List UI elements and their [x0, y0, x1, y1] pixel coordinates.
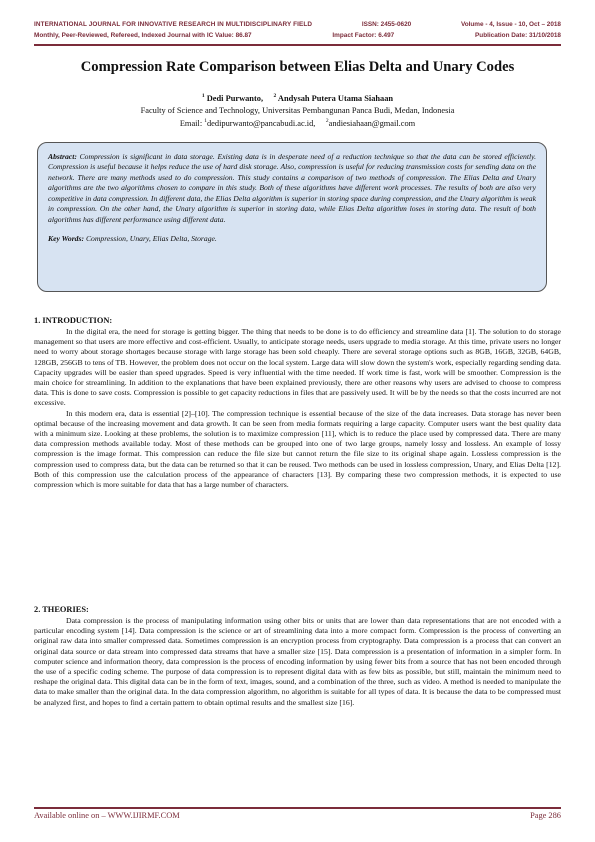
- footer-page-number: Page 286: [530, 811, 561, 820]
- affiliation: Faculty of Science and Technology, Universitas Pembangunan Panca Budi, Medan, Indonesia: [140, 106, 455, 115]
- abstract-label: Abstract:: [48, 152, 77, 161]
- keywords-text: Compression, Unary, Elias Delta, Storage.: [85, 234, 217, 244]
- header-divider: [34, 44, 561, 46]
- email2-mark: 2: [325, 118, 329, 124]
- theories-body: [34, 616, 561, 708]
- introduction-body: [34, 327, 561, 490]
- email2[interactable]: andiesiahaan@gmail.com: [328, 118, 416, 128]
- author-line: [34, 93, 561, 103]
- journal-header-row1: [34, 21, 561, 28]
- section-heading-introduction: 1. INTRODUCTION:: [34, 316, 113, 325]
- footer-divider: [34, 807, 561, 809]
- paper-title: Compression Rate Comparison between Elias Delta and Unary Codes: [80, 59, 515, 75]
- keywords-label: Key Words:: [48, 234, 85, 244]
- review-info: Monthly, Peer-Reviewed, Refereed, Indexed Journal with IC Value: 86.87: [34, 32, 252, 39]
- journal-volume: Volume - 4, Issue - 10, Oct – 2018: [460, 21, 561, 28]
- abstract-paragraph: [48, 152, 536, 225]
- author2-mark: 2: [273, 93, 277, 99]
- author1-name: Dedi Purwanto,: [206, 93, 264, 103]
- section-heading-theories: 2. THEORIES:: [34, 605, 89, 614]
- abstract-box: [37, 142, 547, 292]
- journal-issn: ISSN: 2455-0620: [361, 21, 412, 28]
- email1-mark: 1: [204, 118, 207, 124]
- theories-paragraph-1: Data compression is the process of manipulating information using other bits or units that are lower than data representations that are not encoded with a particular encoding system [14]. Data compression is the science or art of streamlining data into a more compact form. Compression is the process of converting an original raw data into smaller compressed data. Sometimes compression is an encryption process from cryptography. Data compression is a process that can convert an original data source or data stream into compressed data streams that have a smaller size [15]. Data compression is a presentation of information in a simpler form. In computer science and information theory, data compression is the process of encoding information by using fewer bits from a source that has not been encoded through the use of a specific coding scheme. The purpose of data compression is to represent digital data with as few bits as possible, but still, maintain the minimum need to reshape the original data. This digital data can be in the form of text, images, sound, and a combination of the three, such as video. A method is needed to manipulate the data to make smaller than the original data. In the data compression algorithm, no algorithm is suitable for all types of data. It is because the data to be compressed must be analyzed first, and hopes to find a certain pattern to obtain optimal results and the smallest size [16].: [34, 616, 561, 707]
- email-line: [34, 118, 561, 128]
- journal-header-row2: [34, 32, 561, 39]
- email1[interactable]: dedipurwanto@pancabudi.ac.id,: [206, 118, 316, 128]
- email-label: Email:: [179, 118, 203, 128]
- author2-name: Andysah Putera Utama Siahaan: [277, 93, 394, 103]
- footer-website[interactable]: Available online on – WWW.IJIRMF.COM: [34, 811, 180, 820]
- publication-date: Publication Date: 31/10/2018: [475, 32, 561, 39]
- author1-mark: 1: [201, 93, 205, 99]
- introduction-paragraph-2: In this modern era, data is essential [2]–[10]. The compression technique is essential because of the size of the data increases. Data storage has never been optimal because of the increasing movement and data growth. It can be seen from media formats requiring a large capacity. Computer users want the best quality data with a minimum size. Looking at these problems, the solution is to maximize compression [11], which is to reduce the place used by compressed data. There are many data compression methods available today. Most of these methods can be grouped into one of two large groups, namely lossy and lossless. An example of lossy compression is the image format. This compression can reduce the file size but cannot return the file size to its original shape again. Lossless compression is the compression used to compress data, but the data can be returned so that it can be reused. Two methods can be used in lossless compression, Unary, and Elias Delta [12]. Both of this compression use the calculation process of the appearance of characters [13]. By comparing these two compression methods, it is expected to use compression which is more suitable for data that has a large number of characters.: [34, 408, 561, 490]
- impact-factor: Impact Factor: 6.497: [332, 32, 395, 39]
- introduction-paragraph-1: In the digital era, the need for storage is getting bigger. The thing that needs to be done is to do efficiency and streamline data [1]. The solution to do storage management so that users are more effective and cost-efficient. Usually, to anticipate storage needs, users upgrade to media storage. At this time, private users no longer need to worry about storage shortages because storage with large storage has been sold cheaply. There are several storage options such as 8GB, 16GB, 32GB, 64GB, 128GB, 256GB to tens of TB. However, the problem does not occur on the local system. Large data will slow down the system's work, especially regarding sending data. Capacity upgrades will be easier than speed upgrades. Speed is very influential with the time needed. If work time is fast, work will be smoother. Compression is the main choice for streamlining. In addition to the explanations that have been explained previously, there are other reasons why users are advised to choose to compress data. This is done to save costs. Compression is possible to get capacity reductions in files that are passively used. It will be by the needs so that the costs incurred are not excessive.: [34, 327, 561, 408]
- keywords-paragraph: [48, 234, 536, 244]
- abstract-text: Compression is significant in data storage. Existing data is in desperate need of a reduction technique so that the data can be stored efficiently. Compression is useful because it helps reduce the use of hard disk storage. Also, compression is useful for reducing transmission costs for sending data on the network. There are many methods used to do compression. This study contains a comparison of two methods of compression. The Elias Delta and Unary algorithms are the two algorithms chosen to compare in this study. Both of these algorithms have different work processes. The results of both are also very competitive in data compression. In different data, the Elias Delta algorithm is superior in storing space during compression, and the Unary algorithm is weak in compression. On the other hand, the Unary algorithm is superior in storing data, while Elias Delta algorithm loses in storing data. The result of both algorithms has different performance using different data.: [48, 152, 536, 224]
- journal-name: INTERNATIONAL JOURNAL FOR INNOVATIVE RESEARCH IN MULTIDISCIPLINARY FIELD: [34, 21, 313, 28]
